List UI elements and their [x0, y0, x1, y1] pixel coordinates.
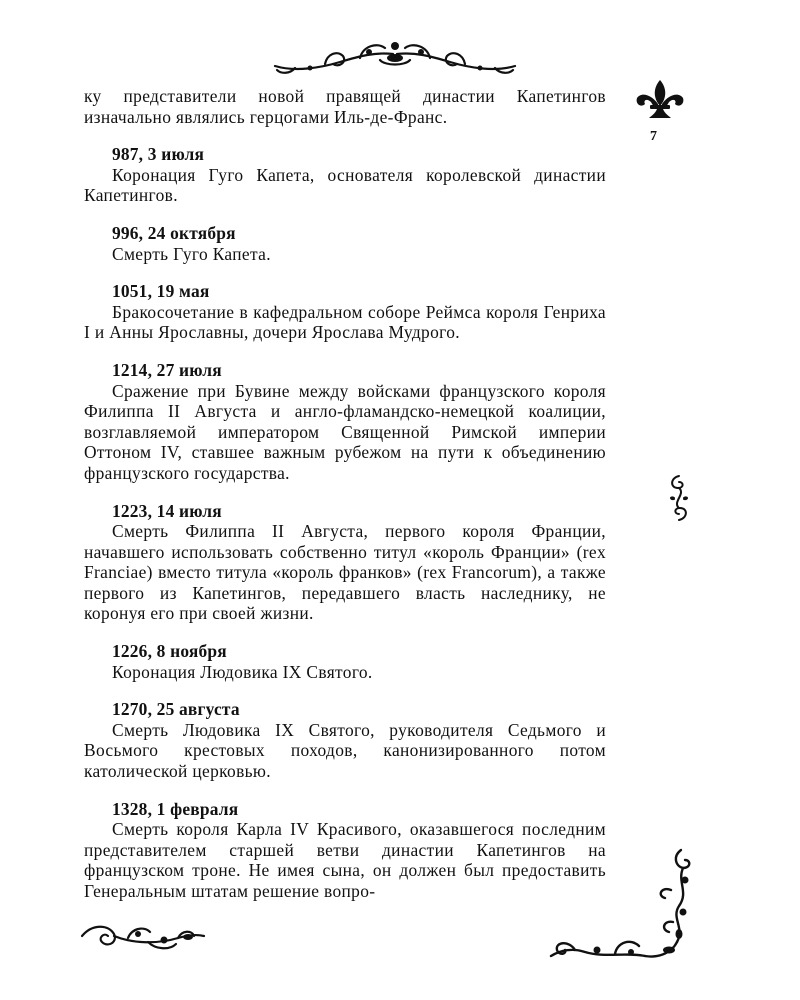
intro-paragraph: ку представители новой правящей династии Капетингов изначально являлись герцогами Иль-де-Франс. [84, 86, 606, 127]
entry-text: Сражение при Бувине между войсками французского короля Филиппа II Августа и англо-фламандско-немецкой коалиции, возглавляемой императором Священной Римской империи Оттоном IV, ставшее важным рубежом на пути к объединению французского государства. [84, 380, 606, 483]
entry-date: 987, 3 июля [112, 144, 205, 165]
entry-date: 1270, 25 августа [112, 699, 240, 720]
entry-date: 1328, 1 февраля [112, 798, 239, 819]
chronology-entry [84, 223, 606, 264]
entry-text: Смерть Людовика IX Святого, руководителя Седьмого и Восьмого крестовых походов, канонизированного потом католической церковью. [84, 719, 606, 782]
fleur-de-lis-icon [635, 78, 685, 120]
chronology-entry [84, 144, 606, 206]
entry-date: 1226, 8 ноября [112, 641, 227, 662]
chronology-entry [84, 699, 606, 781]
entry-text: Смерть Филиппа II Августа, первого короля Франции, начавшего использовать собственно титул «король Франции» (rex Franciae) вместо титула «король франков» (rex Francorum), а также первого из Капетингов, передавшего власть наследнику, не коронуя его при своей жизни. [84, 521, 606, 624]
entry-text: Смерть Гуго Капета. [112, 243, 271, 264]
entry-date: 1051, 19 мая [112, 281, 210, 302]
chronology-entry [84, 501, 606, 625]
entry-text: Коронация Людовика IX Святого. [112, 661, 373, 682]
entry-date: 1223, 14 июля [112, 500, 222, 521]
chronology-entry [84, 360, 606, 484]
bottom-left-flourish-icon [78, 920, 208, 954]
entry-date: 996, 24 октября [112, 222, 236, 243]
entry-text: Бракосочетание в кафедральном соборе Реймса короля Генриха I и Анны Ярославны, дочери Ярослава Мудрого. [84, 301, 606, 343]
chronology-entry [84, 799, 606, 902]
corner-flourish-icon [545, 846, 705, 970]
page-number: 7 [650, 129, 657, 144]
chronology-entry [84, 641, 606, 682]
side-scroll-icon [666, 472, 692, 524]
page-text [84, 86, 606, 902]
entry-text: Коронация Гуго Капета, основателя королевской династии Капетингов. [84, 164, 606, 206]
entry-date: 1214, 27 июля [112, 359, 222, 380]
entry-text: Смерть короля Карла IV Красивого, оказавшегося последним представителем старшей ветви династии Капетингов на французском троне. Не имея сына, он должен был предоставить Генеральным штатам решение вопро- [84, 819, 606, 901]
chronology-entry [84, 281, 606, 343]
top-flourish-icon [265, 38, 525, 78]
